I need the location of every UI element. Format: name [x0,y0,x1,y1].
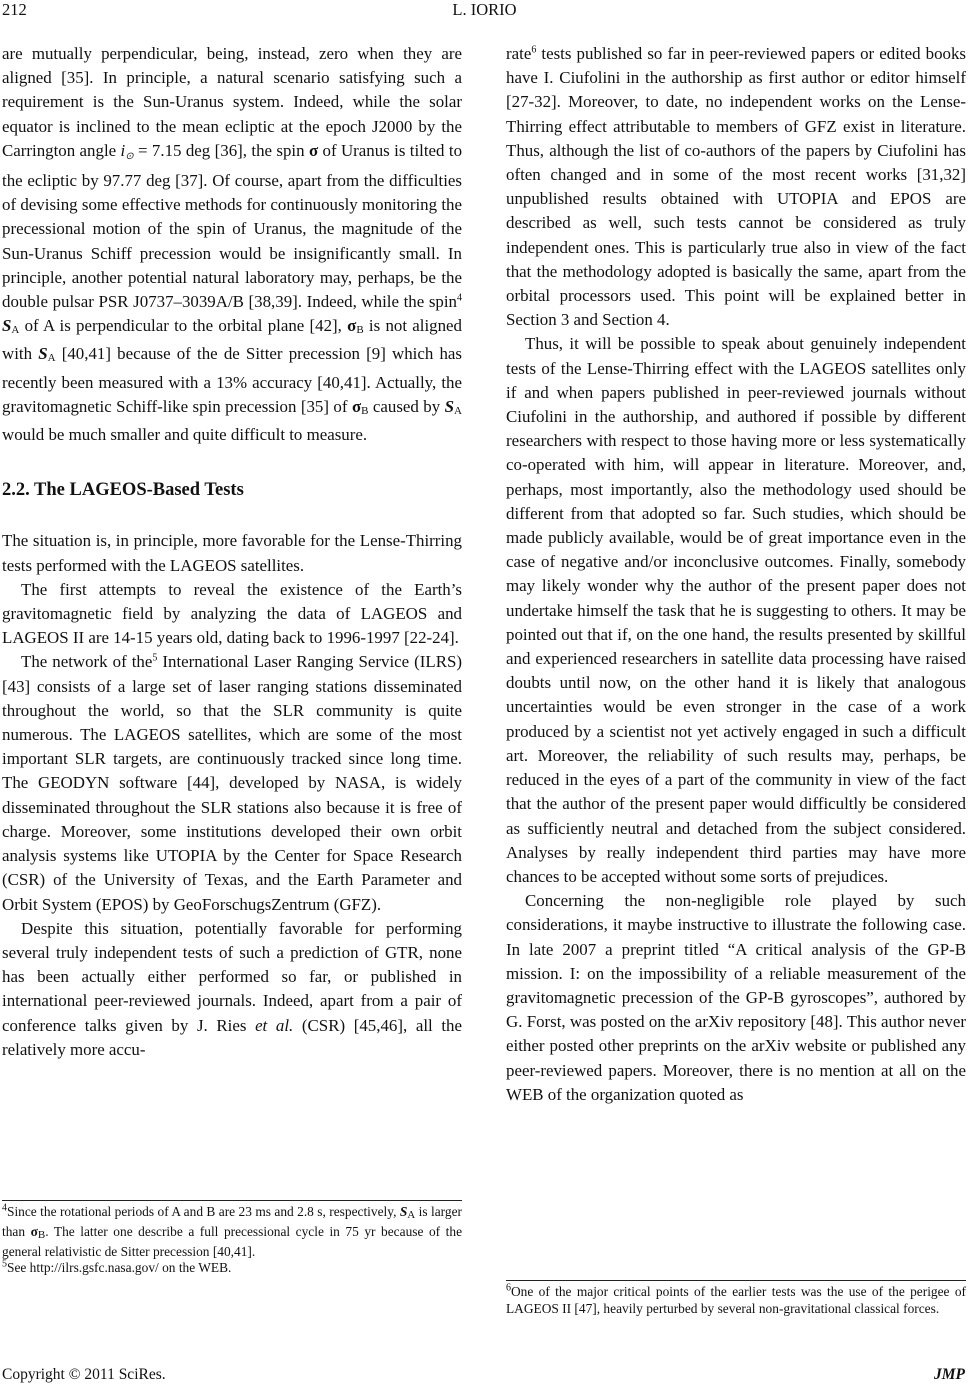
text: (CSR) [45,46], all the relatively more accu- [2,1015,462,1059]
footnote-text: One of the major critical points of the earlier tests was the use of the perigee of LAGEOS II [47], heavily perturbed by several non-gravitational classical forces. [506,1284,966,1316]
subscript: A [11,324,20,337]
section-heading: 2.2. The LAGEOS-Based Tests [2,480,244,501]
text: would be much smaller and quite difficult to measure. [2,425,368,445]
text: of A is perpendicular to the orbital plane [42], [19,316,348,336]
paragraph [2,650,462,916]
page-number: 212 [2,0,27,19]
text: Despite this situation, potentially favorable for performing several truly independent tests of such a prediction of GTR, none has been actually either performed so far, or published in international peer-reviewed journals. Indeed, apart from a pair of conference talks given by J. Ries [2,918,462,1035]
spin-symbol: S [2,316,12,336]
spin-symbol: S [399,1204,408,1219]
footnote-6 [506,1284,966,1318]
math-symbol: i [120,140,126,160]
copyright: Copyright © 2011 SciRes. [2,1366,166,1383]
footnote-5 [2,1260,462,1277]
right-column [506,42,966,1107]
left-footnotes [2,1204,462,1277]
footnote-ref-4[interactable]: 4 [457,292,462,304]
footnote-mark: 4 [2,1202,7,1214]
math-value: = 7.15 [133,140,182,160]
sun-symbol-icon: ⊙ [125,150,134,162]
running-head: L. IORIO [452,0,517,19]
inline-math-carrington-angle [121,141,182,160]
text: rate [506,44,532,63]
footnote-4 [2,1204,462,1260]
subscript: B [356,324,364,337]
text: International Laser Ranging Service (ILRS) [43] consists of a large set of laser ranging stations disseminated throughout the world, so that the SLR community is quite numerous. The LAGEOS satellites, which are some of the most important SLR targets, are continuously tracked since long time. The GEODYN software [44], developed by NASA, is widely disseminated throughout the SLR stations also because it is free of charge. Moreover, some institutions developed their own orbit analysis systems like UTOPIA by the Center for Space Research (CSR) of the University of Texas, and the Earth Parameter and Orbit System (EPOS) by GeoForschugsZentrum (GFZ). [2,652,462,914]
spin-symbol: S [444,396,455,416]
text: . The latter one describe a full precessional cycle in 75 yr because of the general relativistic de Sitter precession [40,41]. [2,1223,463,1259]
paragraph: The first attempts to reveal the existence of the Earth’s gravitomagnetic field by analyzing the data of LAGEOS and LAGEOS II are 14-15 years old, dating back to 1996-1997 [22-24]. [2,579,462,648]
sigma-symbol: σ [30,1223,38,1239]
page-header [0,0,969,24]
page-footer [0,1366,969,1386]
subscript: A [407,1209,416,1221]
subscript: B [37,1228,46,1241]
paragraph [2,42,462,447]
footnote-mark: 5 [2,1258,7,1270]
text: is larger than [2,1204,462,1239]
text: of Uranus is tilted to the ecliptic by 97.77 deg [37]. Of course, apart from the difficulties of devising some effective methods for continuously monitoring the precessional motion of the spin of Uranus, the magnitude of the Sun-Uranus Schiff precession would be insignificantly small. In principle, another potential natural laboratory may, perhaps, be the double pulsar PSR J0737–3039A/B [38,39]. Indeed, while the spin [2,140,463,312]
sigma-symbol: σ [351,396,362,416]
spin-symbol: S [38,344,48,364]
text: deg [36], the spin [181,140,309,160]
paragraph [506,42,966,332]
journal-abbrev: JMP [934,1366,965,1383]
footnote-text: See http://ilrs.gsfc.nasa.gov/ on the WEB. [7,1260,232,1276]
subscript: B [361,404,369,417]
text: The network of the [21,652,153,672]
text: tests published so far in peer-reviewed papers or edited books have I. Ciufolini in the authorship as first author or editor himself [27-32]. Moreover, to date, no independent works on the Lense-Thirring effect attributable to members of GFZ exist in literature. Thus, although the list of co-authors of the papers by Ciufolini has often changed and in some of the most recent works [31,32] unpublished results obtained with UTOPIA and EPOS are described as well, such tests cannot be considered as truly independent ones. This is particularly true also in view of the fact that the methodology adopted is basically the same, apart from the orbital processors used. This point will be explained better in Section 3 and Section 4. [506,44,966,330]
sigma-symbol: σ [308,140,319,160]
right-footnotes [506,1284,966,1318]
footnote-divider [506,1280,966,1281]
subscript: A [47,352,56,365]
footnote-ref-5[interactable]: 5 [152,652,158,664]
text: [40,41] because of the de Sitter precession [9] which has recently been measured with a 13% accuracy [40,41]. Actually, the gravitomagnetic Schiff-like spin precession [35] of [2,344,462,416]
text: is not aligned with [2,316,462,364]
footnote-ref-6[interactable]: 6 [531,44,537,56]
paragraph: Thus, it will be possible to speak about genuinely independent tests of the Lense-Thirring effect with the LAGEOS satellites only if and when papers published in peer-reviewed journals without Ciufolini in the authorship, and authored if possible by different researchers with respect to those having more or less systematically co-operated with him, will appear in literature. Moreover, and, perhaps, most importantly, also the methodology used should be different from that adopted so far. Such studies, which should be made publicly available, would be of great importance even in the case of negative and/or inconclusive outcomes. Finally, somebody may likely wonder why the author of the present paper does not undertake himself the task that he is suggesting to others. It may be pointed out that if, on the one hand, the results presented by skillful and experienced researchers in satellite data processing have raised doubts until now, on the other hand it is likely that analogous uncertainties would be even stronger in the case of a work produced by a scientist not yet actively engaged in such a difficult art. Moreover, the reliability of such results may, perhaps, be reduced in the eyes of a part of the community in view of the fact that the author of the present paper would difficultly be considered as sufficiently neutral and detached from the subject considered. Analyses by really independent third parties may have more chances to be accepted without some sorts of prejudices. [506,334,966,886]
text: Since the rotational periods of A and B are 23 ms and 2.8 s, respectively, [7,1204,400,1219]
et-al: et al. [255,1015,294,1035]
text: caused by [368,396,445,416]
paragraph: The situation is, in principle, more favorable for the Lense-Thirring tests performed with the LAGEOS satellites. [2,531,462,575]
paragraph [2,917,462,1062]
footnote-mark: 6 [506,1282,511,1294]
text: are mutually perpendicular, being, instead, zero when they are aligned [35]. In principle, a natural scenario satisfying such a requirement is the Sun-Uranus system. Indeed, while the solar equator is inclined to the mean ecliptic at the epoch J2000 by the Carrington angle [2,44,462,160]
subscript: A [454,404,462,417]
sigma-symbol: σ [347,316,357,336]
footnote-divider [2,1200,462,1201]
left-column [2,42,462,1062]
paragraph: Concerning the non-negligible role played by such considerations, it maybe instructive to illustrate the following case. In late 2007 a preprint titled “A critical analysis of the GP-B mission. I: on the impossibility of a reliable measurement of the gravitomagnetic precession of the GP-B gyroscopes”, authored by G. Forst, was posted on the arXiv repository [48]. This author never either posted other preprints on the arXiv website or published any peer-reviewed papers. Moreover, there is no mention at all on the WEB of the organization quoted as [506,891,966,1104]
